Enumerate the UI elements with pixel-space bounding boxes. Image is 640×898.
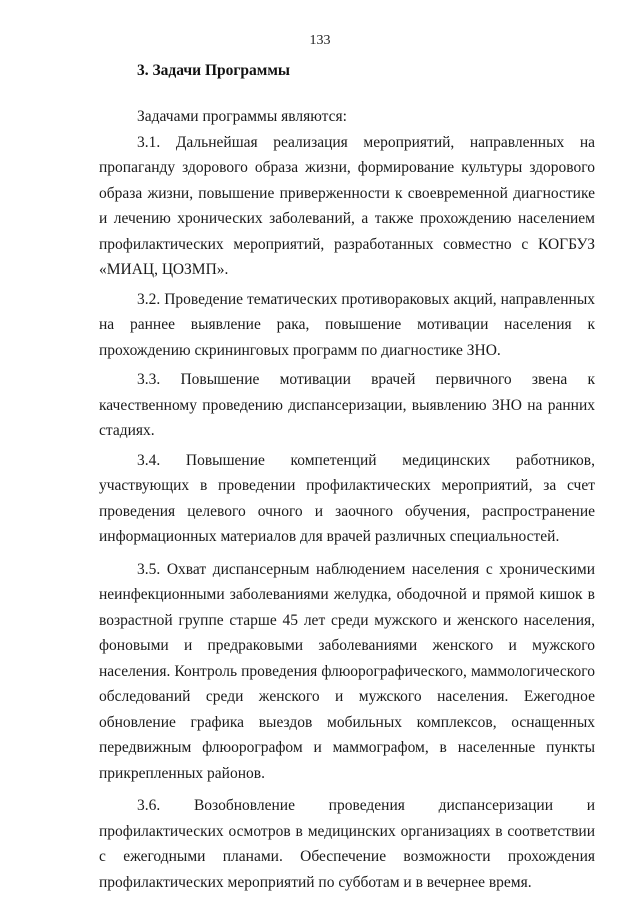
task-item-3-6: 3.6. Возобновление проведения диспансеризации и профилактических осмотров в медицинских организациях в соответствии с ежегодными планами. Обеспечение возможности прохождения профилактических мероприятий по субботам и в вечернее время. xyxy=(99,797,595,891)
section-heading: 3. Задачи Программы xyxy=(137,62,291,79)
intro-paragraph: Задачами программы являются: xyxy=(137,108,347,125)
task-item-3-2: 3.2. Проведение тематических противораковых акций, направленных на раннее выявление рака, повышение мотивации населения к прохождению скрининговых программ по диагностике ЗНО. xyxy=(99,290,595,359)
task-item-3-4: 3.4. Повышение компетенций медицинских работников, участвующих в проведении профилактических мероприятий, за счет проведения целевого очного и заочного обучения, распространение информационных материалов для врачей различных специальностей. xyxy=(99,451,595,545)
section-body xyxy=(99,104,595,895)
task-item-3-1: 3.1. Дальнейшая реализация мероприятий, направленных на пропаганду здорового образа жизни, формирование культуры здорового образа жизни, повышение приверженности к своевременной диагностике и лечению хронических заболеваний, а также прохождению населением профилактических мероприятий, разработанных совместно с КОГБУЗ «МИАЦ, ЦОЗМП». xyxy=(99,133,595,278)
task-item-3-5: 3.5. Охват диспансерным наблюдением населения с хроническими неинфекционными заболеваниями желудка, ободочной и прямой кишок в возрастной группе старше 45 лет среди мужского и женского населения, фоновыми и предраковыми заболеваниями женского и мужского населения. Контроль проведения флюорографического, маммологического обследований среди женского и мужского населения. Ежегодное обновление графика выездов мобильных комплексов, оснащенных передвижным флюорографом и маммографом, в населенные пункты прикрепленных районов. xyxy=(99,560,595,782)
task-item-3-3: 3.3. Повышение мотивации врачей первичного звена к качественному проведению диспансеризации, выявлению ЗНО на ранних стадиях. xyxy=(99,371,595,439)
page-number: 133 xyxy=(309,33,331,48)
